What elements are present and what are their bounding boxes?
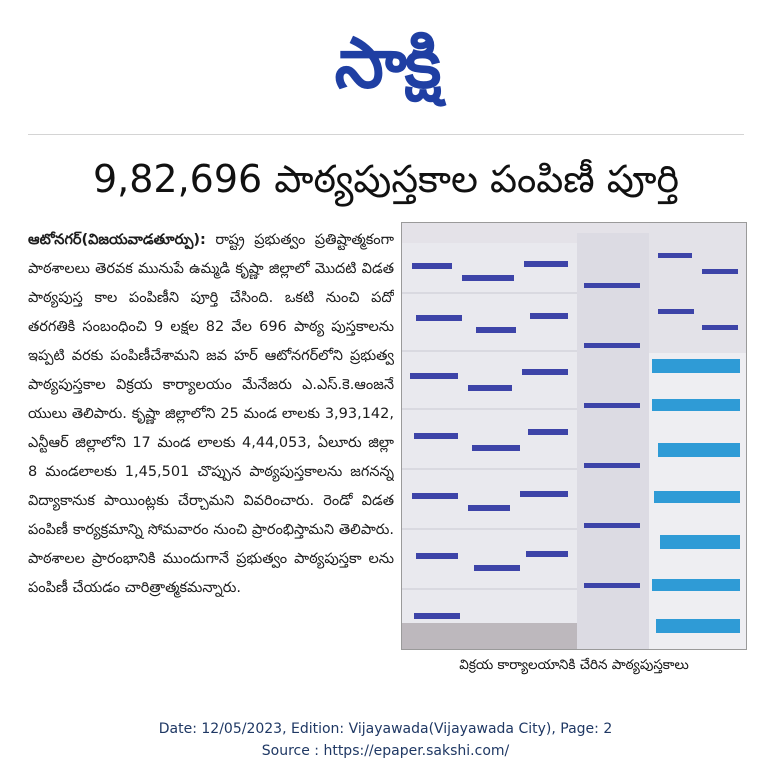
page-footer <box>0 718 771 762</box>
photo-caption: విక్రయ కార్యాలయానికి చేరిన పాఠ్యపుస్తకాలు <box>459 657 689 673</box>
edition-info: Date: 12/05/2023, Edition: Vijayawada(Vijayawada City), Page: 2 <box>158 721 613 737</box>
article-body <box>28 226 394 692</box>
article-dateline: ఆటోనగర్(విజయవాడతూర్పు): <box>28 232 206 248</box>
textbook-stacks-photo <box>401 222 747 650</box>
article-text: రాష్ట్ర ప్రభుత్వం ప్రతిష్టాత్మకంగా పాఠశాలలు తెరవక మునుపే ఉమ్మడి కృష్ణా జిల్లాలో మొదటి విడత పాఠ్యపుస్త కాల పంపిణీని పూర్తి చేసింది. ఒకటి నుంచి పదో తరగతికి సంబంధించి 9 లక్షల 82 వేల 696 పాఠ్య పుస్తకాలను ఇప్పటి వరకు పంపిణీచేశామని జవ హర్ ఆటోనగర్‌లోని ప్రభుత్వ పాఠ్యపుస్తకాల విక్రయ కార్యాలయం మేనేజరు ఎ.ఎస్.కె.ఆంజనే యులు తెలిపారు. కృష్ణా జిల్లాలోని 25 మండ లాలకు 3,93,142, ఎన్టీఆర్ జిల్లాలోని 17 మండ లాలకు 4,44,053, ఏలూరు జిల్లా 8 మండలాలకు 1,45,501 చొప్పున పాఠ్యపుస్తకాలను జగనన్న విద్యాకానుక పాయింట్లకు చేర్చామని వివరించారు. రెండో విడత పంపిణీ కార్యక్రమాన్ని సోమవారం నుంచి ప్రారంభిస్తామని తెలిపారు. పాఠశాలల ప్రారంభానికి ముందుగానే ప్రభుత్వం పాఠ్యపుస్తకా లను పంపిణీ చేయడం చారిత్రాత్మకమన్నారు. <box>28 232 394 596</box>
source-info: Source : https://epaper.sakshi.com/ <box>261 743 510 759</box>
article-headline: 9,82,696 పాఠ్యపుస్తకాల పంపిణీ పూర్తి <box>92 157 680 201</box>
sakshi-logo: సాక్షి <box>334 22 440 104</box>
masthead-divider <box>28 134 744 135</box>
masthead <box>0 0 771 128</box>
